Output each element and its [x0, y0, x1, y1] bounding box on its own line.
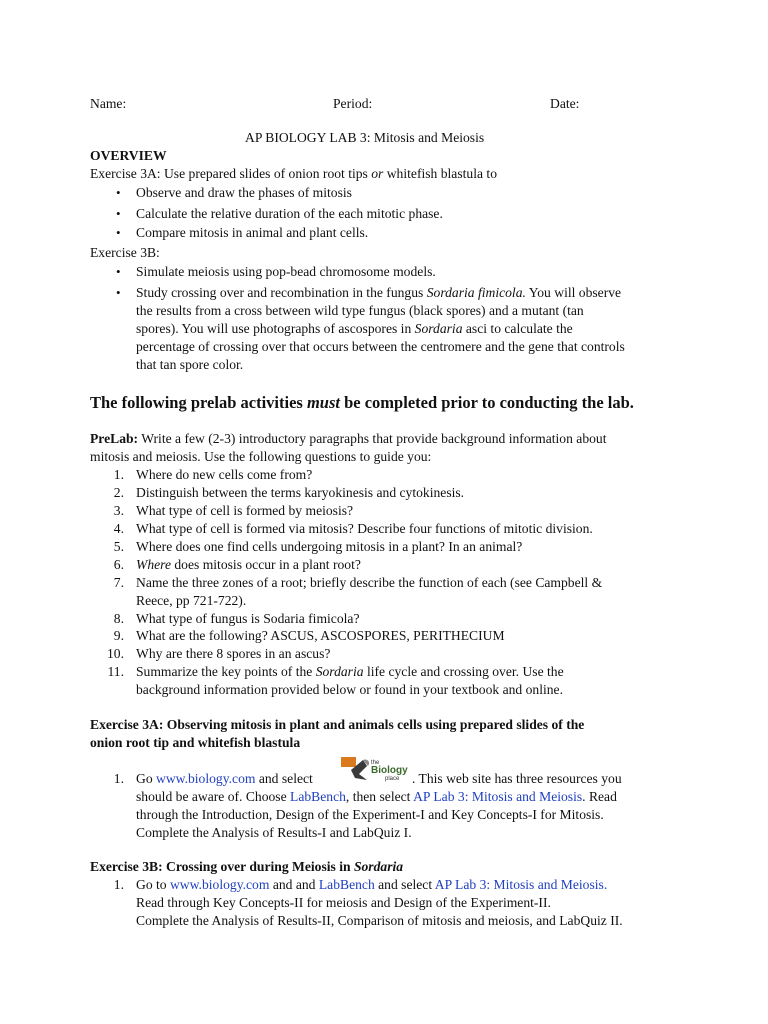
list-number: 1.	[113, 877, 124, 892]
list-number: 11.	[107, 664, 124, 679]
exercise-3a-heading-continuation: onion root tip and whitefish blastula	[90, 735, 301, 750]
overview-heading: OVERVIEW	[90, 148, 167, 163]
list-number: 1.	[113, 771, 124, 786]
name-label: Name:	[90, 96, 127, 111]
prelab-question-continuation: background information provided below or found in your textbook and online.	[136, 682, 563, 697]
bullet-icon: •	[116, 225, 121, 240]
prelab-question: Where does mitosis occur in a plant root?	[136, 557, 361, 572]
bullet-icon: •	[116, 206, 121, 221]
list-item: Study crossing over and recombination in the fungus Sordaria fimicola. You will observe	[136, 285, 622, 300]
list-item-continuation: the results from a cross between wild type fungus (black spores) and a mutant (tan	[136, 303, 584, 318]
prelab-notice: The following prelab activities must be completed prior to conducting the lab.	[90, 393, 634, 412]
bullet-icon: •	[116, 185, 121, 200]
prelab-intro-continuation: mitosis and meiosis. Use the following questions to guide you:	[90, 449, 432, 464]
list-item: Simulate meiosis using pop-bead chromosome models.	[136, 264, 436, 279]
prelab-question: What type of cell is formed by meiosis?	[136, 503, 354, 518]
prelab-question: What type of cell is formed via mitosis? Describe four functions of mitotic division.	[136, 521, 593, 536]
exercise-3b-label: Exercise 3B:	[90, 245, 160, 260]
svg-text:the: the	[371, 760, 380, 766]
exercise-3a-step-continuation: Complete the Analysis of Results-I and LabQuiz I.	[136, 825, 412, 840]
prelab-question: Name the three zones of a root; briefly describe the function of each (see Campbell &	[136, 575, 603, 590]
list-item-continuation: spores). You will use photographs of ascospores in Sordaria asci to calculate the	[136, 321, 573, 336]
ap-lab-3-link[interactable]: AP Lab 3: Mitosis and Meiosis.	[434, 877, 608, 892]
list-item: Observe and draw the phases of mitosis	[136, 185, 352, 200]
page-title: AP BIOLOGY LAB 3: Mitosis and Meiosis	[245, 130, 485, 145]
prelab-intro: PreLab: Write a few (2-3) introductory paragraphs that provide background information about	[90, 431, 607, 446]
prelab-question: Why are there 8 spores in an ascus?	[136, 646, 331, 661]
exercise-3a-step-continuation: through the Introduction, Design of the Experiment-I and Key Concepts-I for Mitosis.	[136, 807, 604, 822]
labbench-link[interactable]: LabBench	[290, 789, 346, 804]
logo-badge	[341, 757, 356, 767]
list-number: 3.	[113, 503, 124, 518]
prelab-question-continuation: Reece, pp 721-722).	[136, 593, 247, 608]
list-item: Compare mitosis in animal and plant cells.	[136, 225, 369, 240]
list-number: 4.	[113, 521, 124, 536]
prelab-question: Summarize the key points of the Sordaria life cycle and crossing over. Use the	[136, 664, 564, 679]
bullet-icon: •	[116, 285, 121, 300]
prelab-question: Where does one find cells undergoing mitosis in a plant? In an animal?	[136, 539, 523, 554]
prelab-question: Distinguish between the terms karyokinesis and cytokinesis.	[136, 485, 465, 500]
biology-com-link[interactable]: www.biology.com	[156, 771, 256, 786]
period-label: Period:	[333, 96, 373, 111]
svg-text:place: place	[385, 776, 400, 782]
list-number: 1.	[113, 467, 124, 482]
svg-text:Biology: Biology	[371, 765, 408, 776]
date-label: Date:	[550, 96, 580, 111]
exercise-3a-intro: Exercise 3A: Use prepared slides of onion root tips or whitefish blastula to	[90, 166, 497, 181]
list-number: 7.	[113, 575, 124, 590]
prelab-question: What type of fungus is Sodaria fimicola?	[136, 611, 360, 626]
exercise-3a-step-text: . This web site has three resources you	[412, 771, 622, 786]
exercise-3b-step: Go to www.biology.com and and LabBench and select AP Lab 3: Mitosis and Meiosis.	[136, 877, 608, 892]
prelab-question: Where do new cells come from?	[136, 467, 313, 482]
list-item-continuation: that tan spore color.	[136, 357, 244, 372]
list-number: 2.	[113, 485, 124, 500]
exercise-3b-heading: Exercise 3B: Crossing over during Meiosis in Sordaria	[90, 859, 404, 874]
list-item-continuation: percentage of crossing over that occurs between the centromere and the gene that controls	[136, 339, 625, 354]
exercise-3a-heading: Exercise 3A: Observing mitosis in plant and animals cells using prepared slides of the	[90, 717, 585, 732]
exercise-3b-step-continuation: Read through Key Concepts-II for meiosis and Design of the Experiment-II.	[136, 895, 551, 910]
biology-com-link[interactable]: www.biology.com	[169, 877, 270, 892]
bullet-icon: •	[116, 264, 121, 279]
list-number: 9.	[113, 628, 124, 643]
labbench-link[interactable]: LabBench	[318, 877, 375, 892]
exercise-3a-step: Go www.biology.com and select	[136, 771, 313, 786]
list-item: Calculate the relative duration of the each mitotic phase.	[136, 206, 443, 221]
exercise-3a-step-continuation: should be aware of. Choose LabBench, then select AP Lab 3: Mitosis and Meiosis. Read	[136, 789, 617, 804]
ap-lab-3-link[interactable]: AP Lab 3: Mitosis and Meiosis	[413, 789, 583, 804]
biology-place-logo[interactable]	[341, 756, 411, 784]
list-number: 8.	[113, 611, 124, 626]
prelab-question: What are the following? ASCUS, ASCOSPORES, PERITHECIUM	[136, 628, 505, 643]
list-number: 10.	[107, 646, 124, 661]
list-number: 6.	[113, 557, 124, 572]
exercise-3b-step-continuation: Complete the Analysis of Results-II, Comparison of mitosis and meiosis, and LabQuiz II.	[136, 913, 623, 928]
list-number: 5.	[113, 539, 124, 554]
